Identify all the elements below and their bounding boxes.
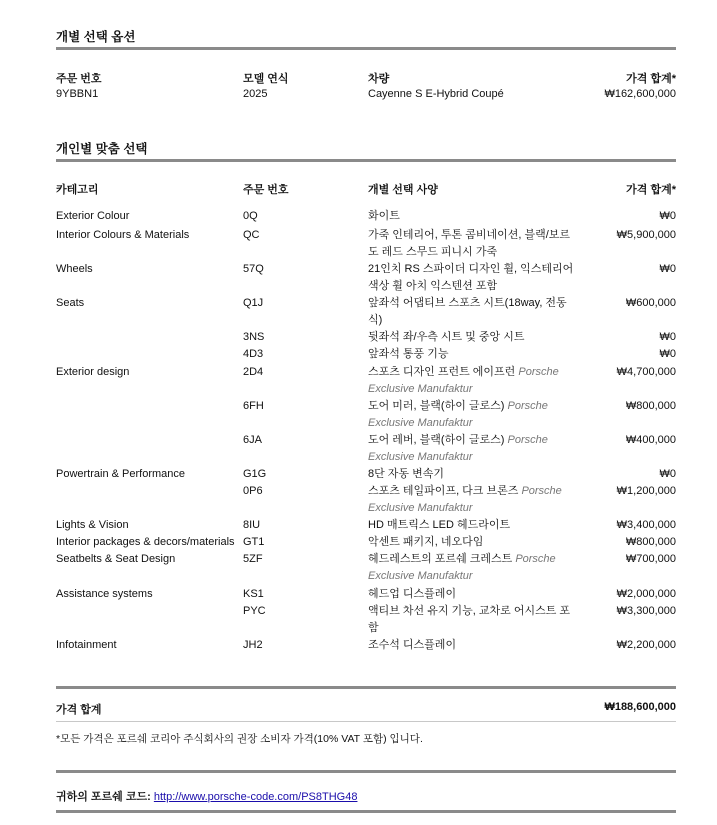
divider [56, 47, 676, 50]
footnote: *모든 가격은 포르쉐 코리아 주식회사의 권장 소비자 가격(10% VAT 포함) 입니다. [56, 733, 423, 745]
row-code: 8IU [243, 519, 261, 531]
column-header-code: 주문 번호 [243, 184, 289, 196]
row-category: Assistance systems [56, 588, 153, 600]
row-price: ₩5,900,000 [616, 229, 676, 241]
row-price: ₩0 [659, 348, 676, 360]
vehicle-label: 차량 [368, 73, 390, 85]
row-category: Seats [56, 297, 85, 309]
base-price-value: ₩162,600,000 [604, 88, 676, 100]
row-option-text: 21인치 RS 스파이더 디자인 휠, 익스테리어 색상 휠 아치 익스텐션 포함 [368, 263, 574, 292]
row-option-text: 도어 레버, 블랙(하이 글로스) [368, 434, 505, 446]
divider [56, 810, 676, 813]
row-exclusive-note: Porsche Exclusive Manufaktur [368, 400, 548, 429]
row-option [368, 466, 580, 483]
row-option [368, 432, 580, 466]
row-category: Wheels [56, 263, 93, 275]
section-title-personalization: 개인별 맞춤 선택 [56, 142, 148, 156]
row-price: ₩0 [659, 331, 676, 343]
row-price: ₩4,700,000 [616, 366, 676, 378]
row-category: Interior Colours & Materials [56, 229, 190, 241]
row-option [368, 637, 580, 654]
row-code: PYC [243, 605, 266, 617]
divider [56, 721, 676, 722]
porsche-code-label: 귀하의 포르쉐 코드: [56, 791, 151, 803]
row-option-text: 스포츠 디자인 프런트 에이프런 [368, 366, 516, 378]
row-code: Q1J [243, 297, 264, 309]
row-option-text: 액티브 차선 유지 기능, 교차로 어시스트 포함 [368, 605, 571, 634]
column-header-category: 카테고리 [56, 184, 99, 196]
row-code: 3NS [243, 331, 265, 343]
row-option [368, 227, 580, 261]
divider [56, 159, 676, 162]
row-code: 6JA [243, 434, 262, 446]
divider [56, 770, 676, 773]
row-option [368, 517, 580, 534]
row-price: ₩3,300,000 [616, 605, 676, 617]
row-option-text: 8단 자동 변속기 [368, 468, 444, 480]
row-option-text: 뒷좌석 좌/우측 시트 및 중앙 시트 [368, 331, 525, 343]
row-option-text: HD 매트릭스 LED 헤드라이트 [368, 519, 511, 531]
row-option [368, 261, 580, 295]
model-year-value: 2025 [243, 88, 268, 100]
row-option-text: 악센트 패키지, 네오다임 [368, 536, 484, 548]
row-option [368, 483, 580, 517]
row-code: 4D3 [243, 348, 264, 360]
row-code: 2D4 [243, 366, 264, 378]
row-exclusive-note: Porsche Exclusive Manufaktur [368, 553, 556, 582]
vehicle-value: Cayenne S E-Hybrid Coupé [368, 88, 504, 100]
row-price: ₩700,000 [625, 553, 676, 565]
model-year-label: 모델 연식 [243, 73, 289, 85]
row-code: G1G [243, 468, 267, 480]
row-price: ₩0 [659, 210, 676, 222]
row-option [368, 346, 580, 363]
row-price: ₩1,200,000 [616, 485, 676, 497]
row-price: ₩800,000 [625, 536, 676, 548]
row-code: QC [243, 229, 260, 241]
row-price: ₩0 [659, 468, 676, 480]
row-category: Interior packages & decors/materials [56, 536, 235, 548]
row-option [368, 603, 580, 637]
row-option [368, 364, 580, 398]
row-option-text: 조수석 디스플레이 [368, 639, 457, 651]
row-option-text: 가죽 인테리어, 투톤 콤비네이션, 블랙/보르도 레드 스무드 피니시 가죽 [368, 229, 571, 258]
total-label: 가격 합계 [56, 704, 102, 716]
total-value: ₩188,600,000 [604, 701, 676, 713]
row-code: 6FH [243, 400, 264, 412]
row-category: Lights & Vision [56, 519, 129, 531]
porsche-code-line [56, 788, 357, 804]
row-price: ₩800,000 [625, 400, 676, 412]
row-exclusive-note: Porsche Exclusive Manufaktur [368, 485, 562, 514]
row-price: ₩2,000,000 [616, 588, 676, 600]
price-total-label: 가격 합계* [626, 73, 676, 85]
row-code: 0P6 [243, 485, 263, 497]
row-option-text: 헤드레스트의 포르쉐 크레스트 [368, 553, 513, 565]
order-number-label: 주문 번호 [56, 73, 102, 85]
row-price: ₩0 [659, 263, 676, 275]
row-code: 5ZF [243, 553, 263, 565]
row-price: ₩400,000 [625, 434, 676, 446]
row-option-text: 앞좌석 어댑티브 스포츠 시트(18way, 전동식) [368, 297, 567, 326]
row-price: ₩2,200,000 [616, 639, 676, 651]
row-exclusive-note: Porsche Exclusive Manufaktur [368, 366, 559, 395]
row-option [368, 329, 580, 346]
row-option [368, 551, 580, 585]
row-price: ₩600,000 [625, 297, 676, 309]
row-category: Seatbelts & Seat Design [56, 553, 176, 565]
row-option [368, 295, 580, 329]
row-option-text: 도어 미러, 블랙(하이 글로스) [368, 400, 505, 412]
row-code: KS1 [243, 588, 264, 600]
row-option [368, 208, 580, 225]
column-header-option: 개별 선택 사양 [368, 184, 438, 196]
row-option-text: 헤드업 디스플레이 [368, 588, 457, 600]
row-category: Exterior design [56, 366, 130, 378]
row-price: ₩3,400,000 [616, 519, 676, 531]
row-category: Infotainment [56, 639, 117, 651]
column-header-price: 가격 합계* [626, 184, 676, 196]
row-code: GT1 [243, 536, 265, 548]
row-code: 0Q [243, 210, 258, 222]
divider [56, 686, 676, 689]
row-code: 57Q [243, 263, 264, 275]
row-option-text: 화이트 [368, 210, 400, 222]
row-category: Exterior Colour [56, 210, 130, 222]
order-number-value: 9YBBN1 [56, 88, 99, 100]
row-option [368, 586, 580, 603]
row-category: Powertrain & Performance [56, 468, 185, 480]
porsche-code-link[interactable]: http://www.porsche-code.com/PS8THG48 [153, 791, 358, 803]
row-option [368, 398, 580, 432]
row-exclusive-note: Porsche Exclusive Manufaktur [368, 434, 548, 463]
row-option-text: 앞좌석 통풍 기능 [368, 348, 449, 360]
section-title-options: 개별 선택 옵션 [56, 30, 136, 44]
row-code: JH2 [243, 639, 263, 651]
row-option [368, 534, 580, 551]
row-option-text: 스포츠 테일파이프, 다크 브론즈 [368, 485, 519, 497]
